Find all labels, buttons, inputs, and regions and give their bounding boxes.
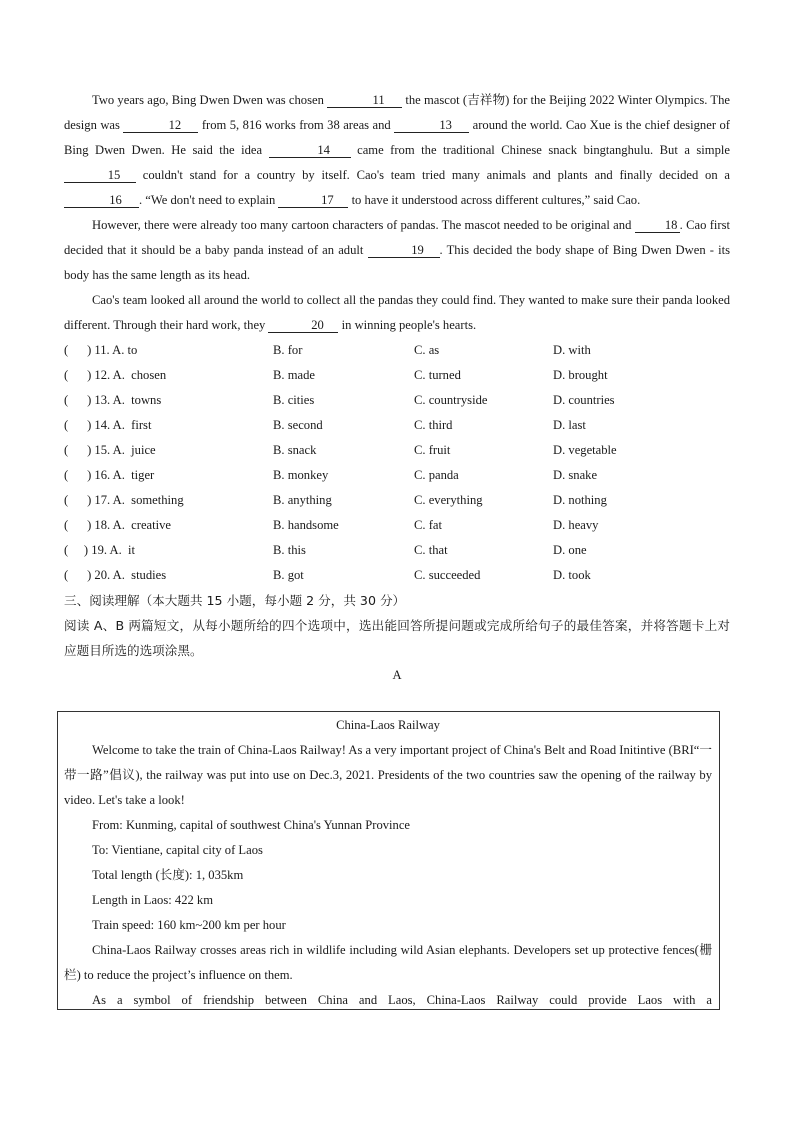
- option-c[interactable]: C. as: [414, 343, 440, 357]
- text: shape of Bing Dwen Dwen - its body has the same length as its head.: [64, 243, 730, 282]
- cloze-section: [64, 88, 730, 688]
- text: in winning people's hearts.: [341, 318, 477, 332]
- option-c[interactable]: C. panda: [414, 468, 459, 482]
- info-from: From: Kunming, capital of southwest China's Yunnan Province: [92, 818, 411, 832]
- cloze-paragraph-3: [64, 288, 730, 338]
- option-b[interactable]: B. got: [273, 568, 304, 582]
- blank-16: 16: [64, 193, 139, 208]
- cloze-paragraph-1: [64, 88, 730, 213]
- text: Xue is the chief designer of Bing Dwen Dwen. He said the idea: [64, 118, 730, 157]
- option-d[interactable]: D. brought: [553, 368, 608, 382]
- text: However, there were already too many cartoon characters of pandas. The mascot needed to be original and: [92, 218, 632, 232]
- text: . Cao first decided that it should be a baby panda instead of an adult: [64, 218, 730, 257]
- option-row: [64, 488, 730, 513]
- option-a[interactable]: ( ) 19. A. it: [64, 543, 136, 557]
- text: snack bingtanghulu. But a simple: [548, 143, 730, 157]
- text: the mascot (吉祥物) for the Beijing 2022 Winter: [405, 93, 653, 107]
- option-row: [64, 438, 730, 463]
- text: . This decided the body: [439, 243, 562, 257]
- option-d[interactable]: D. nothing: [553, 493, 607, 507]
- option-b[interactable]: B. anything: [273, 493, 332, 507]
- option-d[interactable]: D. last: [553, 418, 586, 432]
- option-c[interactable]: C. third: [414, 418, 453, 432]
- section-instruction: 阅读 A、B 两篇短文，从每小题所给的四个选项中，选出能回答所提问题或完成所给句子的最佳答案，并将答题卡上对应题目所选的选项涂黑。: [64, 618, 730, 658]
- option-c[interactable]: C. fruit: [414, 443, 451, 457]
- blank-12: 12: [123, 118, 198, 133]
- option-row: [64, 363, 730, 388]
- text: Two years ago, Bing Dwen Dwen was chosen: [92, 93, 324, 107]
- blank-11: 11: [327, 93, 402, 108]
- option-d[interactable]: D. snake: [553, 468, 598, 482]
- info-length-laos: Length in Laos: 422 km: [92, 893, 214, 907]
- passage-paragraph: Welcome to take the train of China-Laos Railway! As a very important project of China's Belt and Road Initintive (BRI“一带一路”倡议), the railway was put into use on Dec.3, 2021. Presidents of the two countries saw the opening of the railway by video. Let's take a look!: [64, 743, 712, 807]
- option-row: [64, 538, 730, 563]
- passage-a-box: [57, 711, 720, 1010]
- option-b[interactable]: B. for: [273, 343, 303, 357]
- option-row: [64, 563, 730, 588]
- option-c[interactable]: C. that: [414, 543, 448, 557]
- option-a[interactable]: ( ) 16. A. tiger: [64, 468, 155, 482]
- option-a[interactable]: ( ) 20. A. studies: [64, 568, 167, 582]
- passage-title: China-Laos Railway: [336, 718, 440, 732]
- text: . “We don't need to explain: [139, 193, 276, 207]
- blank-15: 15: [64, 168, 136, 183]
- option-c[interactable]: C. countryside: [414, 393, 488, 407]
- blank-14: 14: [269, 143, 351, 158]
- blank-19: 19: [368, 243, 440, 258]
- option-row: [64, 413, 730, 438]
- passage-label: A: [392, 668, 402, 682]
- option-b[interactable]: B. this: [273, 543, 306, 557]
- option-b[interactable]: B. cities: [273, 393, 315, 407]
- option-c[interactable]: C. fat: [414, 518, 442, 532]
- blank-13: 13: [394, 118, 469, 133]
- option-b[interactable]: B. monkey: [273, 468, 329, 482]
- option-d[interactable]: D. heavy: [553, 518, 599, 532]
- option-b[interactable]: B. snack: [273, 443, 317, 457]
- cloze-paragraph-2: [64, 213, 730, 288]
- text: Olympics. The design was: [64, 93, 730, 132]
- option-d[interactable]: D. one: [553, 543, 587, 557]
- text: to have it understood across: [351, 193, 493, 207]
- info-to: To: Vientiane, capital city of Laos: [92, 843, 263, 857]
- option-row: [64, 388, 730, 413]
- text: came from the traditional Chinese: [357, 143, 542, 157]
- text: from 5, 816 works from 38 areas and: [201, 118, 391, 132]
- option-d[interactable]: D. took: [553, 568, 591, 582]
- option-d[interactable]: D. with: [553, 343, 591, 357]
- option-c[interactable]: C. succeeded: [414, 568, 481, 582]
- option-b[interactable]: B. second: [273, 418, 323, 432]
- blank-20: 20: [268, 318, 338, 333]
- text: and plants and finally decided on a: [532, 168, 731, 182]
- section-heading: 三、阅读理解（本大题共 15 小题，每小题 2 分，共 30 分）: [64, 593, 406, 608]
- option-b[interactable]: B. handsome: [273, 518, 339, 532]
- text: different cultures,” said Cao.: [495, 193, 641, 207]
- option-a[interactable]: ( ) 15. A. juice: [64, 443, 156, 457]
- option-d[interactable]: D. countries: [553, 393, 615, 407]
- option-a[interactable]: ( ) 18. A. creative: [64, 518, 172, 532]
- option-a[interactable]: ( ) 17. A. something: [64, 493, 184, 507]
- option-row: [64, 463, 730, 488]
- option-a[interactable]: ( ) 12. A. chosen: [64, 368, 167, 382]
- passage-paragraph: As a symbol of friendship between China and Laos, China-Laos Railway could provide Laos with a: [92, 993, 712, 1007]
- option-a[interactable]: ( ) 14. A. first: [64, 418, 152, 432]
- option-a[interactable]: ( ) 13. A. towns: [64, 393, 162, 407]
- info-train-speed: Train speed: 160 km~200 km per hour: [92, 918, 286, 932]
- info-total-length: Total length (长度): 1, 035km: [92, 868, 244, 882]
- text: around the world. Cao: [472, 118, 587, 132]
- option-c[interactable]: C. turned: [414, 368, 461, 382]
- option-row: [64, 513, 730, 538]
- text: couldn't stand for a country by itself. Cao's team tried many animals: [142, 168, 526, 182]
- blank-18: 18: [635, 218, 680, 233]
- option-d[interactable]: D. vegetable: [553, 443, 617, 457]
- passage-paragraph: China-Laos Railway crosses areas rich in wildlife including wild Asian elephants. Developers set up protective fences(栅栏) to reduce the project’s influence on them.: [64, 943, 712, 982]
- option-b[interactable]: B. made: [273, 368, 315, 382]
- blank-17: 17: [278, 193, 348, 208]
- options-list: [64, 338, 730, 588]
- option-a[interactable]: ( ) 11. A. to: [64, 343, 138, 357]
- option-c[interactable]: C. everything: [414, 493, 483, 507]
- option-row: [64, 338, 730, 363]
- text: panda looked different. Through their hard work, they: [64, 293, 731, 332]
- text: Cao's team looked all around the world to collect all the pandas they could find. They wanted to make sure their: [92, 293, 660, 307]
